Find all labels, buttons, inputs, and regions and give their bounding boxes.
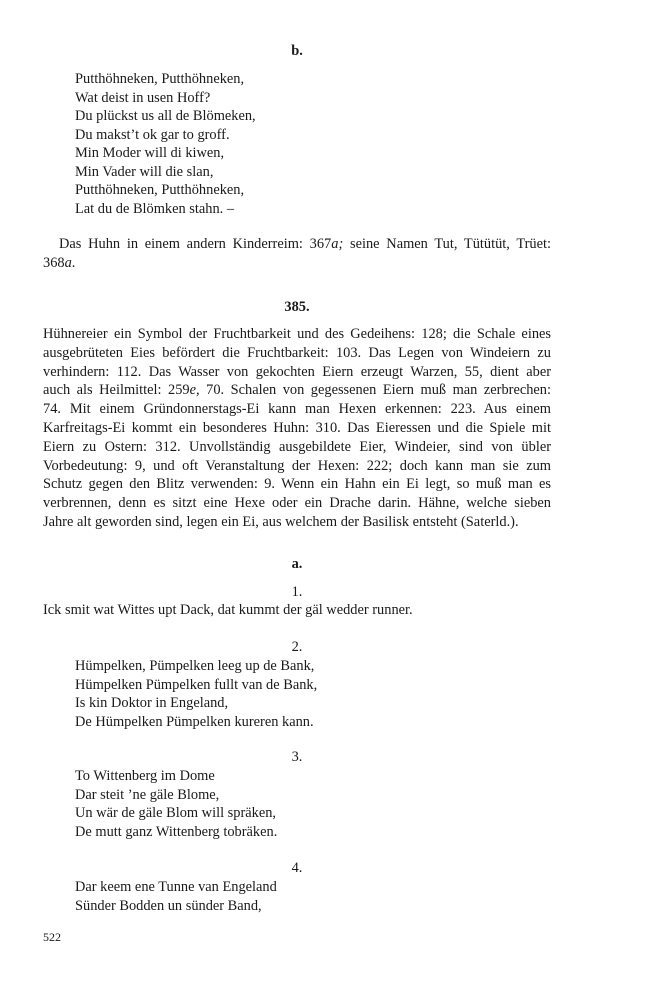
poem-wittenberg — [75, 767, 277, 841]
section-b-heading: b. — [291, 43, 303, 59]
page-number: 522 — [43, 930, 61, 944]
verse-line: Du makst’t ok gar to groff. — [75, 126, 230, 143]
paragraph-line: 74. Mit einem Gründonnerstags-Ei kann man Hexen erkennen: 223. Aus einem — [43, 401, 551, 418]
note-text: Das Huhn in einem andern Kinderreim: 367 — [59, 236, 332, 252]
item-number: 4. — [291, 860, 303, 876]
note-italic: a — [64, 254, 72, 271]
item-number: 2. — [291, 639, 303, 655]
verse-line: Is kin Doktor in Engeland, — [75, 695, 229, 711]
paragraph-line: Schutz gegen den Blitz verwenden: 9. Wenn ein Hahn ein Ei legt, so muß man es — [43, 476, 551, 493]
paragraph-text: auch als Heilmittel: 259 — [43, 382, 190, 399]
note-text: 368 — [43, 254, 65, 271]
paragraph-italic: e, — [189, 382, 200, 399]
item-number: 3. — [291, 749, 303, 765]
verse-line: De mutt ganz Wittenberg tobräken. — [75, 823, 278, 840]
paragraph-line: Hühnereier ein Symbol der Fruchtbarkeit und des Gedeihens: 128; die Schale eines — [43, 326, 551, 342]
verse-line: Lat du de Blömken stahn. – — [75, 200, 235, 217]
section-385-heading: 385. — [284, 299, 310, 315]
paragraph-text: 70. Schalen von gegessenen Eiern muß man zerbrechen: — [199, 382, 551, 399]
poem-tunne — [75, 878, 277, 915]
paragraph-line — [43, 381, 551, 400]
poem-putthoehneken — [75, 70, 256, 218]
note-line — [43, 254, 551, 273]
verse-line: Dar steit ’ne gäle Blome, — [75, 786, 220, 803]
verse-line: Hümpelken, Pümpelken leeg up de Bank, — [75, 658, 315, 674]
paragraph-line: verhindern: 112. Das Wasser von gekochten Eiern erzeugt Warzen, 55, dient aber — [43, 363, 551, 380]
paragraph-line: ausgebrüteten Eies befördert die Fruchtbarkeit: 103. Das Legen von Windeiern zu — [43, 344, 551, 361]
verse-line: Wat deist in usen Hoff? — [75, 89, 211, 106]
verse-line: Du plückst us all de Blömeken, — [75, 108, 256, 124]
verse-line: Min Vader will die slan, — [75, 163, 214, 180]
verse-line: Un wär de gäle Blom will spräken, — [75, 805, 277, 821]
section-a-heading: a. — [291, 556, 303, 572]
verse-line: Sünder Bodden un sünder Band, — [75, 897, 262, 914]
note-text: seine Namen Tut, Tütütüt, Trüet: — [343, 236, 552, 252]
riddle-line: Ick smit wat Wittes upt Dack, dat kummt der gäl wedder runner. — [43, 602, 413, 618]
paragraph-line: Vorbedeutung: 9, und oft Veranstaltung der Hexen: 222; doch kann man sie zum — [43, 457, 551, 474]
verse-line: Min Moder will di kiwen, — [75, 145, 225, 161]
poem-huempelken — [75, 657, 317, 731]
item-number: 1. — [291, 584, 303, 600]
verse-line: To Wittenberg im Dome — [75, 768, 215, 784]
verse-line: Dar keem ene Tunne van Engeland — [75, 879, 277, 895]
verse-line: De Hümpelken Pümpelken kureren kann. — [75, 713, 314, 730]
note-line — [43, 235, 551, 254]
verse-line: Putthöhneken, Putthöhneken, — [75, 71, 245, 87]
paragraph-line: Karfreitags-Ei kommt ein besonderes Huhn: 310. Das Eieressen und die Spiele mit — [43, 419, 551, 436]
paragraph-line: Jahre alt geworden sind, legen ein Ei, aus welchem der Basilisk entsteht (Saterld.). — [43, 513, 519, 530]
verse-line: Hümpelken Pümpelken fullt van de Bank, — [75, 676, 318, 693]
section-385-paragraph — [43, 325, 551, 532]
verse-line: Putthöhneken, Putthöhneken, — [75, 182, 245, 198]
paragraph-line: verbrennen, denn es sitzt eine Hexe oder ein Drache darin. Hähne, welche sieben — [43, 495, 551, 512]
note-text: . — [71, 254, 76, 271]
note-italic: a; — [331, 236, 344, 252]
paragraph-line: Eiern zu Ostern: 312. Unvollständig ausgebildete Eier, Windeier, sind von übler — [43, 438, 551, 455]
section-b-note — [43, 235, 551, 273]
